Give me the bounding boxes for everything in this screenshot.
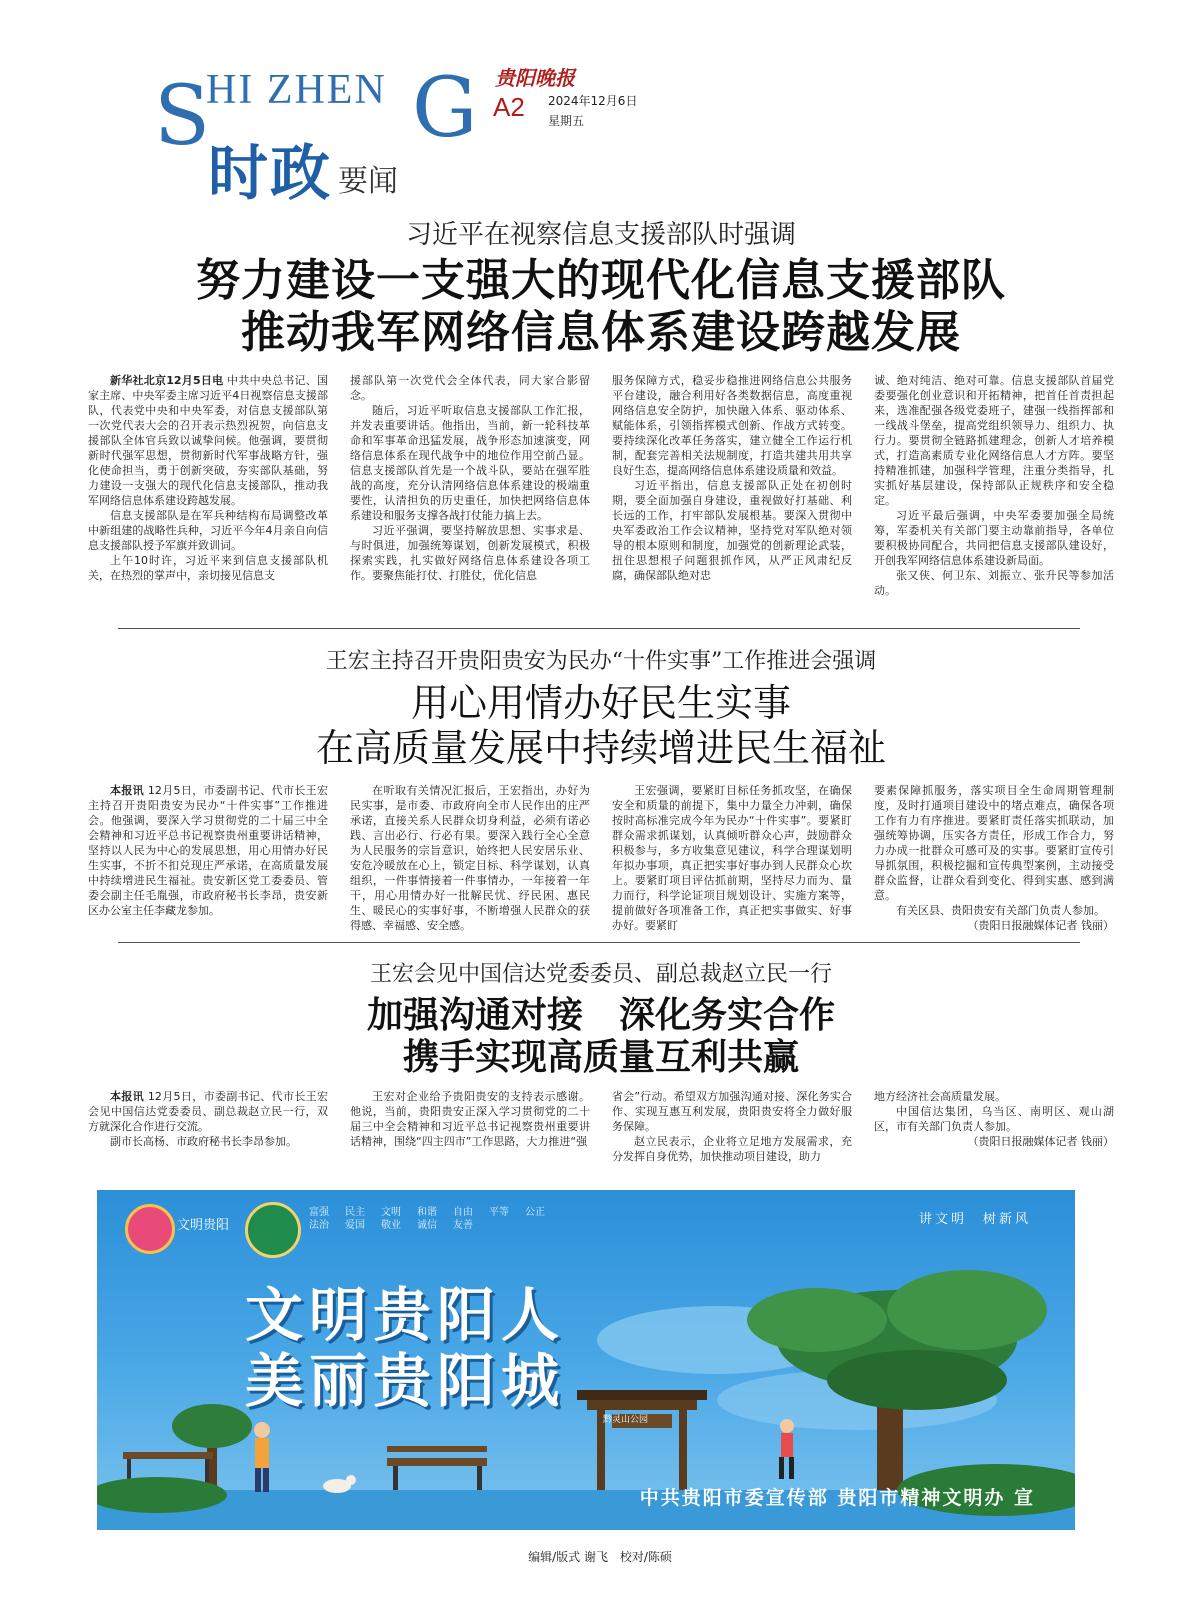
issue-date: 2024年12月6日 <box>548 94 638 108</box>
paragraph: 地方经济社会高质量发展。 <box>874 1089 1006 1103</box>
newspaper-logo: 贵阳晚报 <box>495 66 575 90</box>
bench-icon <box>387 1446 487 1492</box>
body-column-1 <box>88 783 328 931</box>
body-column-4 <box>874 783 1114 931</box>
paragraph: 赵立民表示，企业将立足地方发展需求，充分发挥自身优势，加快推动项目建设，助力 <box>612 1134 852 1163</box>
paragraph: 王宏强调，要紧盯目标任务抓攻坚，在确保安全和质量的前提下，集中力量全力冲刺，确保按时高标准完成今年为民办“十件实事”。要紧盯群众需求抓谋划，认真倾听群众心声，鼓励群众积极参与，多方收集意见建议，科学合理谋划明年拟办事项，真正把实事好事办到人民群众心坎上。要紧盯项目评估抓前期，坚持尽力而为、量力而行，科学论证项目规划设计、实施方案等，提前做好各项准备工作，真正把实事做实、好事办好。要紧盯 <box>612 783 852 931</box>
article-headline <box>88 994 1114 1079</box>
core-value: 富强 <box>309 1207 329 1218</box>
civility-logo-text: 文明贵阳 <box>177 1218 230 1233</box>
body-column-2 <box>350 783 590 931</box>
banner-slogan: 讲文明 树新风 <box>918 1212 1031 1227</box>
article-body <box>88 1089 1114 1167</box>
paragraph: 诚、绝对纯洁、绝对可靠。信息支援部队首届党委要强化创业意识和开拓精神，把首任首责担起来，选准配强各级党委班子，建强一线指挥部和一线战斗堡垒，提高党组织领导力、组织力、执行力。要贯彻全链路抓建理念，创新人才培养模式，打造高素质专业化网络信息人才方阵。要坚持精准抓建，加强科学管理，注重分类指导，扎实抓好基层建设，保持部队正规秩序和安全稳定。 <box>874 373 1114 507</box>
paragraph: 省会”行动。希望双方加强沟通对接、深化务实合作、实现互惠互利发展，贵阳贵安将全力做好服务保障。 <box>612 1089 852 1133</box>
article-body <box>88 783 1114 931</box>
byline: （贵阳日报融媒体记者 钱丽） <box>967 918 1114 931</box>
article-headline <box>88 255 1114 359</box>
byline: （贵阳日报融媒体记者 钱丽） <box>967 1134 1114 1148</box>
paragraph: 副市长高杨、市政府秘书长李昂参加。 <box>110 1134 297 1148</box>
paragraph: 12月5日，市委副书记、代市长王宏主持召开贵阳贵安为民办“十件实事”工作推进会。他强调，要深入学习贯彻党的二十届三中全会精神和习近平总书记视察贵州重要讲话精神，坚持以人民为中心的发展思想，用心用情办好民生实事，不折不扣兑现庄严承诺，在高质量发展中持续增进民生福祉。贵安新区党工委委员、管委会副主任毛胤强，市政府秘书长李昂，贵安新区办公室主任李藏龙参加。 <box>88 783 328 917</box>
proofreader-credit: 校对/陈硕 <box>619 1550 672 1564</box>
paragraph: 随后，习近平听取信息支援部队工作汇报，并发表重要讲话。他指出，当前，新一轮科技革命和军事革命迅猛发展，战争形态加速演变，网络信息体系在现代战争中的地位作用空前凸显。信息支援部队首先是一个战斗队，要站在强军胜战的高度，充分认清网络信息体系建设的极端重要性，认清担负的历史重任，加快把网络信息体系建设和服务支撑各战打仗能力搞上去。 <box>350 403 590 522</box>
core-value: 文明 <box>381 1207 401 1218</box>
core-value: 友善 <box>453 1220 473 1231</box>
banner-title-line-2: 美丽贵阳城 <box>245 1347 566 1415</box>
headline-line-2: 在高质量发展中持续增进民生福祉 <box>315 725 886 770</box>
article-kicker: 王宏会见中国信达党委委员、副总裁赵立民一行 <box>369 962 832 987</box>
sponsor: 贵阳市精神文明办 <box>837 1487 1006 1509</box>
civility-logo-icon <box>125 1204 175 1254</box>
body-column-2 <box>350 1089 590 1167</box>
masthead-letter-s: S <box>154 69 211 164</box>
section-title: 时政 <box>208 139 332 209</box>
core-value: 公正 <box>525 1207 545 1218</box>
headline-line-1: 努力建设一支强大的现代化信息支援部队 <box>196 255 1006 306</box>
body-column-3 <box>612 783 852 931</box>
core-values <box>309 1206 569 1232</box>
dateline: 新华社北京12月5日电 <box>110 373 224 387</box>
page-footer <box>0 1548 1200 1565</box>
paragraph: 服务保障方式，稳妥步稳推进网络信息公共服务平台建设，融合利用好各类数据信息，高度重视网络信息安全防护，加快融入体系、驱动体系、赋能体系，引领指挥模式创新、作战方式转变。要持续深化改革任务落实，建立健全工作运行机制，配套完善相关法规制度，打造共建共用共享良好生态，提高网络信息体系建设质量和效益。 <box>612 373 852 477</box>
paragraph: 要素保障抓服务，落实项目全生命周期管理制度，及时打通项目建设中的堵点难点，确保各项工作有力有序推进。要紧盯责任落实抓联动，加强统筹协调，压实各方责任，形成工作合力，努力办成一批群众可感可及的实事。要紧盯宣传引导抓氛围，积极挖掘和宣传典型案例，主动接受群众监督，让群众看到变化、得到实惠、感到满意。 <box>874 783 1114 902</box>
article-second <box>88 644 1114 931</box>
runner-icon <box>779 1419 794 1479</box>
core-value: 平等 <box>489 1207 509 1218</box>
page-number: A2 <box>493 92 525 122</box>
paragraph: 有关区县、贵阳贵安有关部门负责人参加。 <box>896 903 1105 917</box>
core-value: 敬业 <box>381 1220 401 1231</box>
article-third <box>88 957 1114 1167</box>
core-value: 爱国 <box>345 1220 365 1231</box>
article-lead <box>88 214 1114 601</box>
core-value: 诚信 <box>417 1220 437 1231</box>
editor-credit: 编辑/版式 谢飞 <box>528 1550 608 1564</box>
paragraph: 中国信达集团，乌当区、南明区、观山湖区，市有关部门负责人参加。 <box>874 1104 1114 1133</box>
paragraph: 张又侠、何卫东、刘振立、张升民等参加活动。 <box>874 568 1114 597</box>
issue-weekday: 星期五 <box>548 114 585 128</box>
paragraph: 援部队第一次党代会全体代表，同大家合影留念。 <box>350 373 590 402</box>
headline-line-1: 加强沟通对接 深化务实合作 <box>366 994 835 1036</box>
core-value: 和谐 <box>417 1207 437 1218</box>
article-body <box>88 373 1114 601</box>
body-column-4 <box>874 373 1114 601</box>
section-divider <box>118 942 1080 943</box>
body-column-3 <box>612 1089 852 1167</box>
paragraph: 中共中央总书记、国家主席、中央军委主席习近平4日视察信息支援部队，代表党中央和中央军委，对信息支援部队第一次党代表大会的召开表示热烈祝贺，向信息支援部队全体官兵致以诚挚问候。他强调，要贯彻新时代强军思想，贯彻新时代军事战略方针，强化使命担当，勇于创新突破，夯实部队基础，努力建设一支强大的现代化信息支援部队，推动我军网络信息体系建设跨越发展。 <box>88 373 328 507</box>
body-column-4 <box>874 1089 1114 1167</box>
core-value: 民主 <box>345 1207 365 1218</box>
sponsor: 中共贵阳市委宣传部 <box>639 1487 829 1509</box>
paragraph: 习近平强调，要坚持解放思想、实事求是、与时俱进，加强统筹谋划，创新发展模式，积极探索实践，扎实做好网络信息体系建设各项工作。要聚焦能打仗、打胜仗，优化信息 <box>350 523 590 582</box>
body-column-2 <box>350 373 590 601</box>
article-headline <box>88 681 1114 771</box>
core-value: 自由 <box>453 1207 473 1218</box>
park-illustration <box>97 1190 1075 1530</box>
paragraph: 习近平最后强调，中央军委要加强全局统筹，军委机关有关部门要主动靠前指导，各单位要积极协同配合，共同把信息支援部队建设好，开创我军网络信息体系建设新局面。 <box>874 508 1114 567</box>
masthead-pinyin: HI ZHEN <box>206 67 387 113</box>
banner-title <box>245 1282 565 1414</box>
dateline: 本报讯 <box>110 1089 145 1103</box>
body-column-1 <box>88 1089 328 1167</box>
section-divider <box>118 628 1080 629</box>
paragraph: 12月5日，市委副书记、代市长王宏会见中国信达党委委员、副总裁赵立民一行，双方就深化合作进行交流。 <box>88 1089 328 1133</box>
sponsor: 宣 <box>1013 1487 1035 1509</box>
article-kicker: 王宏主持召开贵阳贵安为民办“十件实事”工作推进会强调 <box>325 649 877 674</box>
article-kicker: 习近平在视察信息支援部队时强调 <box>405 220 796 250</box>
body-column-3 <box>612 373 852 601</box>
emblem-icon <box>245 1202 301 1258</box>
civility-ad-banner <box>97 1190 1075 1530</box>
paragraph: 信息支援部队是在军兵种结构布局调整改革中新组建的战略性兵种，习近平今年4月亲自向信息支援部队授予军旗并致训词。 <box>88 508 328 552</box>
masthead <box>150 56 710 209</box>
masthead-letter-g: G <box>412 61 478 156</box>
walking-man-icon <box>254 1422 270 1492</box>
banner-title-line-1: 文明贵阳人 <box>245 1281 566 1349</box>
section-subtitle: 要闻 <box>338 164 398 199</box>
body-column-1 <box>88 373 328 601</box>
paragraph: 习近平指出，信息支援部队正处在初创时期，要全面加强自身建设，重视做好打基础、利长远的工作，打牢部队发展根基。要深入贯彻中央军委政治工作会议精神，坚持党对军队绝对领导的根本原则和制度，加强党的创新理论武装，扭住思想根子问题狠抓作风，从严正风肃纪反腐，确保部队绝对忠 <box>612 478 852 582</box>
core-value: 法治 <box>309 1220 329 1231</box>
headline-line-1: 用心用情办好民生实事 <box>410 681 791 725</box>
paragraph: 在听取有关情况汇报后，王宏指出，办好为民实事，是市委、市政府向全市人民作出的庄严承诺，直接关系人民群众切身利益，必须有诺必践、言出必行、行必有果。要深入践行全心全意为人民服务的宗旨意识，始终把人民安居乐业、安危冷暖放在心上，锁定目标、科学谋划，认真组织，一件事情接着一件事情办，一年接着一年干，用心用情办好一批解民忧、纾民困、惠民生、暖民心的实事好事，不断增强人民群众的获得感、幸福感、安全感。 <box>350 783 590 931</box>
paragraph: 上午10时许，习近平来到信息支援部队机关，在热烈的掌声中，亲切接见信息支 <box>88 553 328 582</box>
dateline: 本报讯 <box>110 783 145 797</box>
headline-line-2: 携手实现高质量互利共赢 <box>402 1036 799 1079</box>
gate-sign: 黔灵山公园 <box>603 1415 649 1425</box>
headline-line-2: 推动我军网络信息体系建设跨越发展 <box>241 306 961 358</box>
paragraph: 王宏对企业给予贵阳贵安的支持表示感谢。他说，当前，贵阳贵安正深入学习贯彻党的二十届三中全会精神和习近平总书记视察贵州重要讲话精神，围绕“四主四市”工作思路，大力推进“强 <box>350 1089 590 1148</box>
banner-sponsors <box>640 1483 1035 1510</box>
